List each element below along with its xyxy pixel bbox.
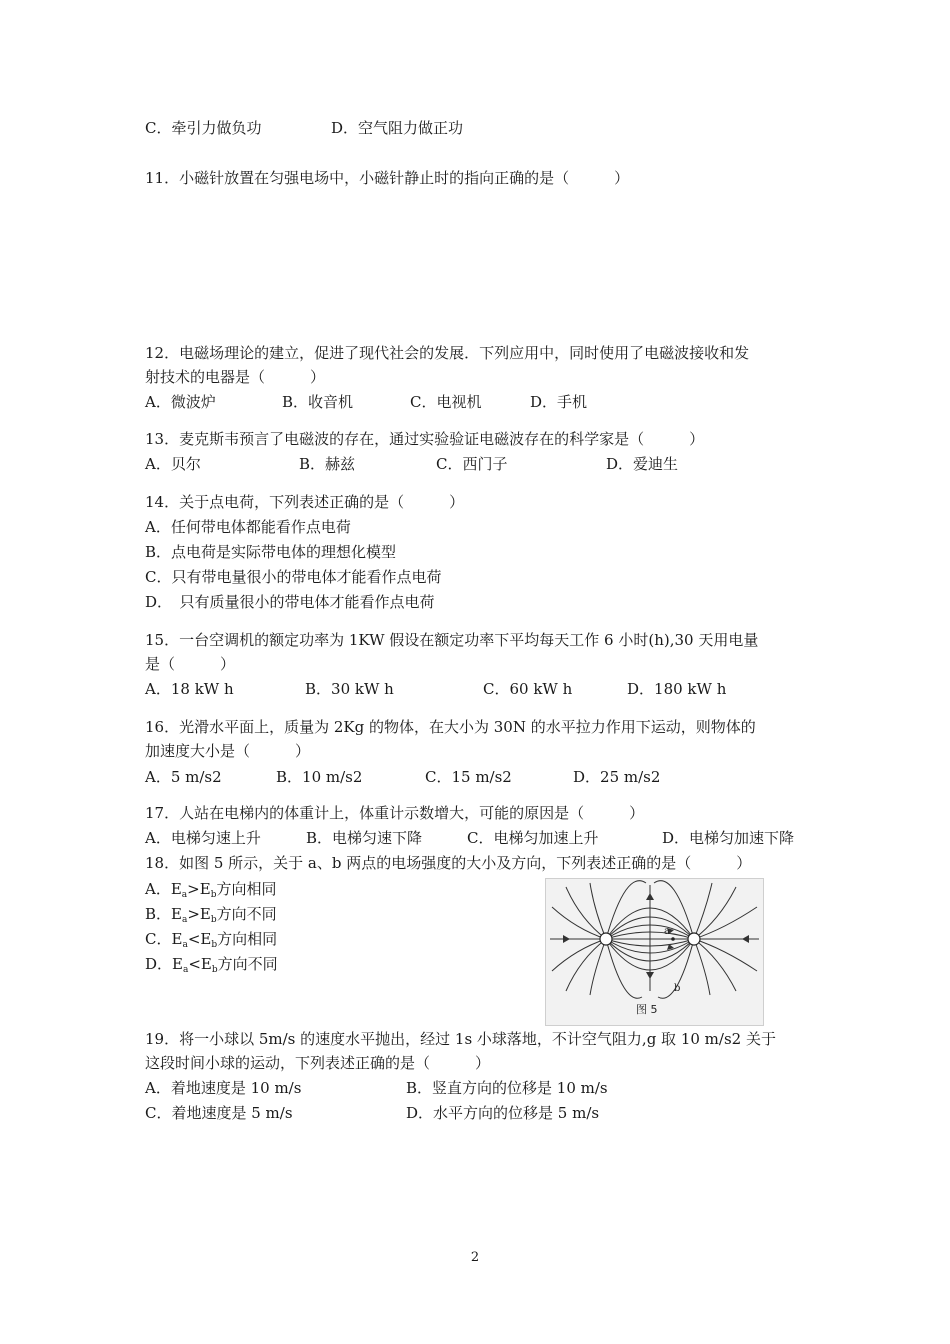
- q17-option-d: D．电梯匀加速下降: [662, 829, 795, 847]
- q15-option-c: C．60 kW h: [483, 680, 573, 698]
- q13-option-d: D．爱迪生: [606, 455, 679, 473]
- charge-right: [688, 933, 700, 945]
- q17-option-b: B．电梯匀速下降: [306, 829, 423, 847]
- q18-option-a: A．$E_a>E_b$方向相同: [145, 880, 277, 900]
- q11-stem: 11．小磁针放置在匀强电场中，小磁针静止时的指向正确的是（ ）: [145, 169, 630, 187]
- q14-option-d: D． 只有质量很小的带电体才能看作点电荷: [145, 593, 435, 611]
- page-number: 2: [470, 1250, 480, 1265]
- q15-option-b: B．30 kW h: [305, 680, 394, 698]
- q13-option-c: C．西门子: [436, 455, 508, 473]
- q18-option-b: B．$E_a>E_b$方向不同: [145, 905, 277, 925]
- figure-caption: 图 5: [636, 1003, 658, 1016]
- q16-option-c: C．15 m/s2: [425, 768, 512, 786]
- q17-stem: 17．人站在电梯内的体重计上，体重计示数增大，可能的原因是（ ）: [145, 804, 645, 822]
- q16-option-a: A．5 m/s2: [145, 768, 222, 786]
- q15-stem-line2: 是（ ）: [145, 655, 236, 673]
- q18-stem: 18．如图 5 所示，关于 a、b 两点的电场强度的大小及方向，下列表述正确的是（ ）: [145, 854, 752, 872]
- q12-option-a: A．微波炉: [145, 393, 216, 411]
- q14-option-c: C．只有带电量很小的带电体才能看作点电荷: [145, 568, 442, 586]
- q16-option-d: D．25 m/s2: [573, 768, 661, 786]
- q10-option-c: C．牵引力做负功: [145, 119, 262, 137]
- q19-option-b: B．竖直方向的位移是 10 m/s: [406, 1079, 608, 1097]
- q13-stem: 13．麦克斯韦预言了电磁波的存在，通过实验验证电磁波存在的科学家是（ ）: [145, 430, 705, 448]
- point-a-label: a: [664, 926, 670, 937]
- q18-option-d: D．$E_a<E_b$方向不同: [145, 955, 278, 975]
- q12-stem-line2: 射技术的电器是（ ）: [145, 368, 326, 386]
- q14-option-a: A．任何带电体都能看作点电荷: [145, 518, 351, 536]
- q19-option-c: C．着地速度是 5 m/s: [145, 1104, 293, 1122]
- q14-stem: 14．关于点电荷，下列表述正确的是（ ）: [145, 493, 465, 511]
- charge-left: [600, 933, 612, 945]
- q18-option-c: C．$E_a<E_b$方向相同: [145, 930, 278, 950]
- q15-option-a: A．18 kW h: [145, 680, 234, 698]
- q16-stem-line2: 加速度大小是（ ）: [145, 742, 311, 760]
- q19-stem-line2: 这段时间小球的运动，下列表述正确的是（ ）: [145, 1054, 491, 1072]
- q16-stem-line1: 16．光滑水平面上，质量为 2Kg 的物体，在大小为 30N 的水平拉力作用下运动，则物体的: [145, 718, 756, 736]
- q12-stem-line1: 12．电磁场理论的建立，促进了现代社会的发展．下列应用中，同时使用了电磁波接收和发: [145, 344, 750, 362]
- q12-option-c: C．电视机: [410, 393, 482, 411]
- q19-option-d: D．水平方向的位移是 5 m/s: [406, 1104, 600, 1122]
- q12-option-b: B．收音机: [282, 393, 354, 411]
- q13-option-a: A．贝尔: [145, 455, 201, 473]
- q12-option-d: D．手机: [530, 393, 588, 411]
- q10-option-d: D．空气阻力做正功: [331, 119, 464, 137]
- q13-option-b: B．赫兹: [299, 455, 356, 473]
- q19-option-a: A．着地速度是 10 m/s: [145, 1079, 302, 1097]
- field-lines-diagram: [546, 879, 763, 1025]
- q17-option-c: C．电梯匀加速上升: [467, 829, 599, 847]
- q15-option-d: D．180 kW h: [627, 680, 727, 698]
- figure-5-electric-field: [545, 878, 764, 1026]
- q16-option-b: B．10 m/s2: [276, 768, 363, 786]
- point-b-label: b: [674, 983, 681, 994]
- q17-option-a: A．电梯匀速上升: [145, 829, 261, 847]
- q15-stem-line1: 15．一台空调机的额定功率为 1KW 假设在额定功率下平均每天工作 6 小时(h),30 天用电量: [145, 631, 759, 649]
- q14-option-b: B．点电荷是实际带电体的理想化模型: [145, 543, 397, 561]
- q19-stem-line1: 19．将一小球以 5m/s 的速度水平抛出，经过 1s 小球落地，不计空气阻力,g 取 10 m/s2 关于: [145, 1030, 776, 1048]
